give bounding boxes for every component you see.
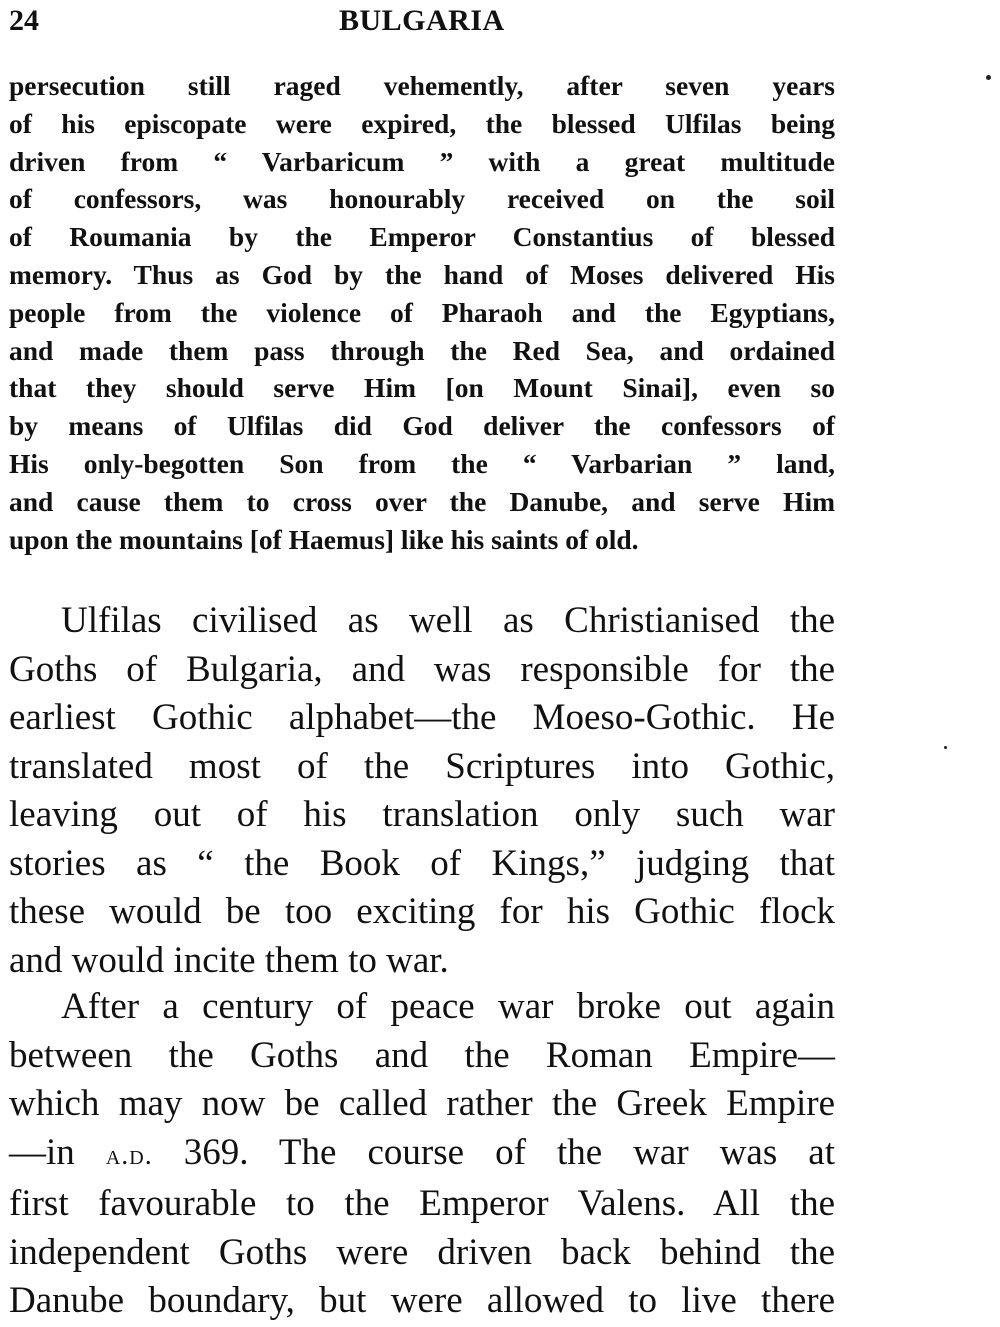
quote-line: of Roumania by the Emperor Constantius of blessed: [9, 221, 835, 253]
paragraph-line: stories as “ the Book of Kings,” judging that: [9, 842, 835, 884]
quote-line: of confessors, was honourably received on the soil: [9, 183, 835, 215]
line-text: 369. The course of the war was at: [152, 1131, 835, 1173]
quote-line: that they should serve Him [on Mount Sinai], even so: [9, 372, 835, 404]
page-header: [9, 2, 835, 40]
page-number: 24: [9, 4, 39, 37]
paragraph-ulfilas: [9, 597, 835, 985]
running-title: BULGARIA: [339, 4, 505, 37]
quote-line: upon the mountains [of Haemus] like his saints of old.: [9, 523, 639, 555]
paragraph-line: these would be too exciting for his Gothic flock: [9, 891, 835, 932]
quote-line: people from the violence of Pharaoh and the Egyptians,: [9, 296, 835, 328]
paragraph-line: which may now be called rather the Greek Empire: [9, 1083, 835, 1124]
scan-speck: [944, 746, 947, 749]
paragraph-line: and would incite them to war.: [9, 939, 449, 981]
paragraph-line: After a century of peace war broke out again: [61, 986, 835, 1027]
paragraph-line: Ulfilas civilised as well as Christianised the: [61, 600, 835, 641]
line-text: —in: [9, 1131, 106, 1173]
paragraph-line: first favourable to the Emperor Valens. All the: [9, 1183, 835, 1224]
scan-speck: [986, 75, 991, 80]
era-abbreviation: a.d.: [105, 1139, 153, 1171]
quote-line: of his episcopate were expired, the blessed Ulfilas being: [9, 107, 835, 139]
quote-line: persecution still raged vehemently, after seven years: [9, 70, 835, 101]
paragraph-line: leaving out of his translation only such war: [9, 794, 835, 835]
quote-line: driven from “ Varbaricum ” with a great multitude: [9, 145, 835, 177]
paragraph-line: Danube boundary, but were allowed to live there: [9, 1280, 835, 1321]
paragraph-line: translated most of the Scriptures into Gothic,: [9, 745, 835, 787]
quote-line: by means of Ulfilas did God deliver the confessors of: [9, 410, 835, 442]
paragraph-war: [9, 983, 835, 1326]
paragraph-line: Goths of Bulgaria, and was responsible for the: [9, 648, 835, 690]
paragraph-line: between the Goths and the Roman Empire—: [9, 1034, 835, 1076]
quote-line: and cause them to cross over the Danube, and serve Him: [9, 485, 835, 517]
paragraph-line: independent Goths were driven back behind the: [9, 1231, 835, 1273]
paragraph-line: [9, 1129, 835, 1181]
quoted-passage: [9, 67, 835, 558]
quote-line: and made them pass through the Red Sea, and ordained: [9, 334, 835, 366]
paragraph-line: earliest Gothic alphabet—the Moeso-Gothic. He: [9, 697, 835, 738]
quote-line: memory. Thus as God by the hand of Moses delivered His: [9, 258, 835, 290]
quote-line: His only-begotten Son from the “ Varbarian ” land,: [9, 447, 835, 479]
